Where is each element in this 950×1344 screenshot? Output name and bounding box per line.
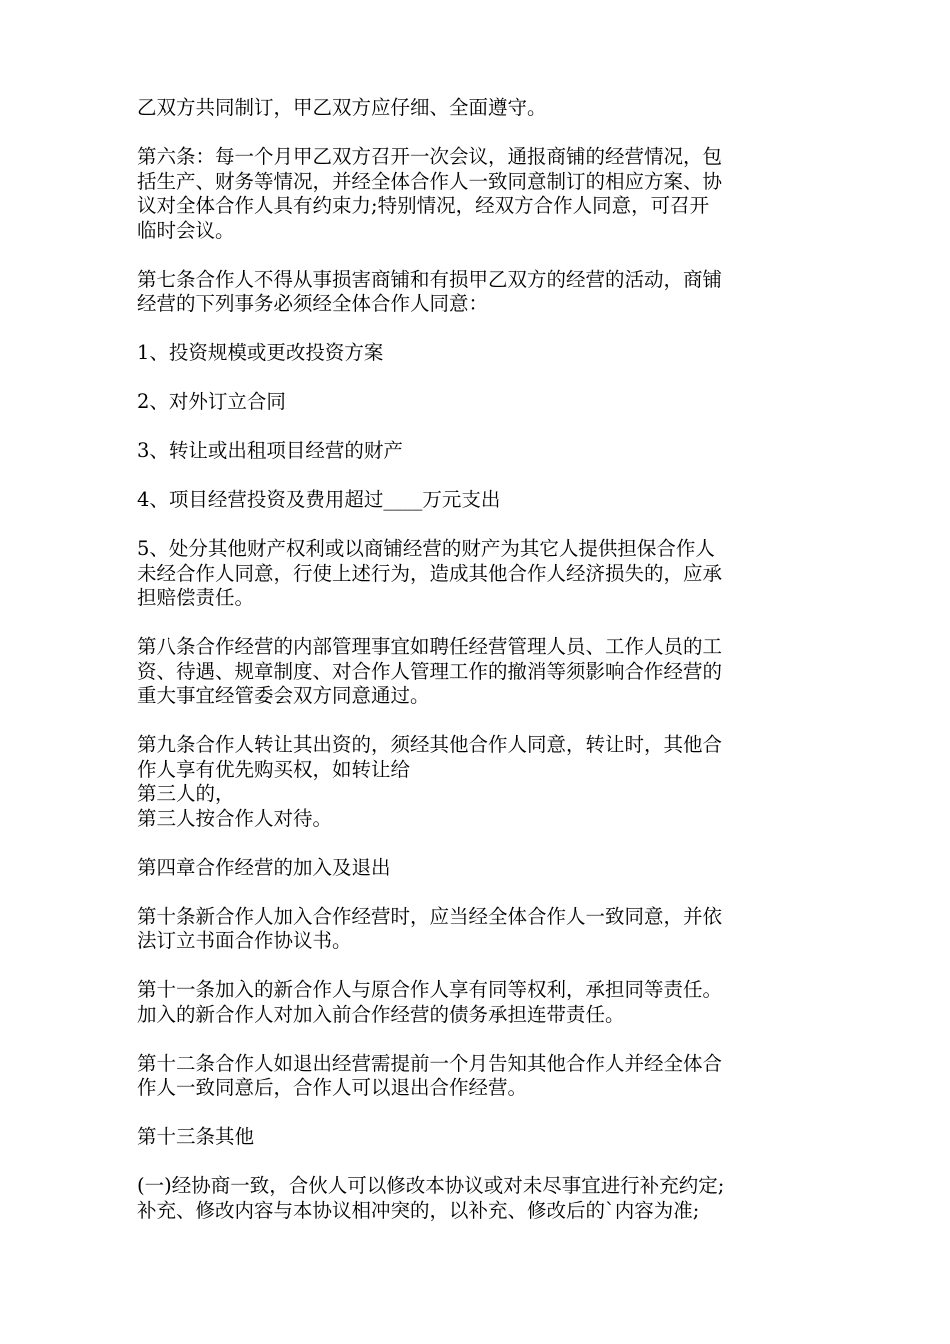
- text-line: 乙双方共同制订，甲乙双方应仔细、全面遵守。: [137, 96, 547, 119]
- paragraph: [137, 905, 837, 954]
- text-line: 第十一条加入的新合作人与原合作人享有同等权利，承担同等责任。: [137, 978, 723, 1001]
- text-line: 议对全体合作人具有约束力;特别情况，经双方合作人同意，可召开: [137, 194, 710, 217]
- text-line: 第八条合作经营的内部管理事宜如聘任经营管理人员、工作人员的工: [137, 635, 723, 658]
- text-line: 作人一致同意后，合作人可以退出合作经营。: [137, 1076, 528, 1099]
- paragraph: [137, 733, 837, 831]
- text-line: 第九条合作人转让其出资的，须经其他合作人同意，转让时，其他合: [137, 733, 723, 756]
- paragraph: [137, 96, 837, 121]
- paragraph: [137, 268, 837, 317]
- text-line: 4、项目经营投资及费用超过____万元支出: [137, 488, 501, 511]
- text-line: 未经合作人同意，行使上述行为，造成其他合作人经济损失的，应承: [137, 561, 723, 585]
- paragraph: [137, 856, 837, 881]
- text-line: 2、对外订立合同: [137, 390, 286, 413]
- paragraph: [137, 1052, 837, 1101]
- text-line: 第十三条其他: [137, 1125, 255, 1148]
- document-body: [137, 96, 837, 1248]
- text-line: 法订立书面合作协议书。: [137, 929, 352, 952]
- paragraph: [137, 145, 837, 243]
- text-line: 3、转让或出租项目经营的财产: [137, 439, 403, 462]
- text-line: 第三人按合作人对待。: [137, 806, 333, 830]
- text-line: 重大事宜经管委会双方同意通过。: [137, 684, 430, 707]
- paragraph: [137, 537, 837, 611]
- paragraph: [137, 341, 837, 366]
- paragraph: [137, 390, 837, 415]
- text-line: 资、待遇、规章制度、对合作人管理工作的撤消等须影响合作经营的: [137, 659, 723, 683]
- text-line: 第七条合作人不得从事损害商铺和有损甲乙双方的经营的活动，商铺: [137, 267, 723, 291]
- text-line: 括生产、财务等情况，并经全体合作人一致同意制订的相应方案、协: [137, 169, 723, 193]
- text-line: 加入的新合作人对加入前合作经营的债务承担连带责任。: [137, 1002, 625, 1026]
- text-line: 第十二条合作人如退出经营需提前一个月告知其他合作人并经全体合: [137, 1051, 723, 1075]
- text-line: 第三人的，: [137, 782, 235, 805]
- text-line: (一)经协商一致，合伙人可以修改本协议或对未尽事宜进行补充约定;: [137, 1174, 725, 1197]
- text-line: 经营的下列事务必须经全体合作人同意：: [137, 292, 489, 315]
- text-line: 作人享有优先购买权，如转让给: [137, 757, 411, 781]
- text-line: 担赔偿责任。: [137, 586, 255, 609]
- paragraph: [137, 1174, 837, 1223]
- text-line: 1、投资规模或更改投资方案: [137, 341, 384, 364]
- text-line: 补充、修改内容与本协议相冲突的，以补充、修改后的`内容为准;: [137, 1198, 700, 1222]
- text-line: 5、处分其他财产权利或以商铺经营的财产为其它人提供担保合作人: [137, 537, 715, 560]
- text-line: 第十条新合作人加入合作经营时，应当经全体合作人一致同意，并依: [137, 904, 723, 928]
- text-line: 第六条：每一个月甲乙双方召开一次会议，通报商铺的经营情况，包: [137, 145, 723, 168]
- paragraph: [137, 488, 837, 513]
- paragraph: [137, 635, 837, 709]
- text-line: 临时会议。: [137, 218, 235, 242]
- text-line: 第四章合作经营的加入及退出: [137, 855, 391, 879]
- paragraph: [137, 978, 837, 1027]
- paragraph: [137, 1125, 837, 1150]
- paragraph: [137, 439, 837, 464]
